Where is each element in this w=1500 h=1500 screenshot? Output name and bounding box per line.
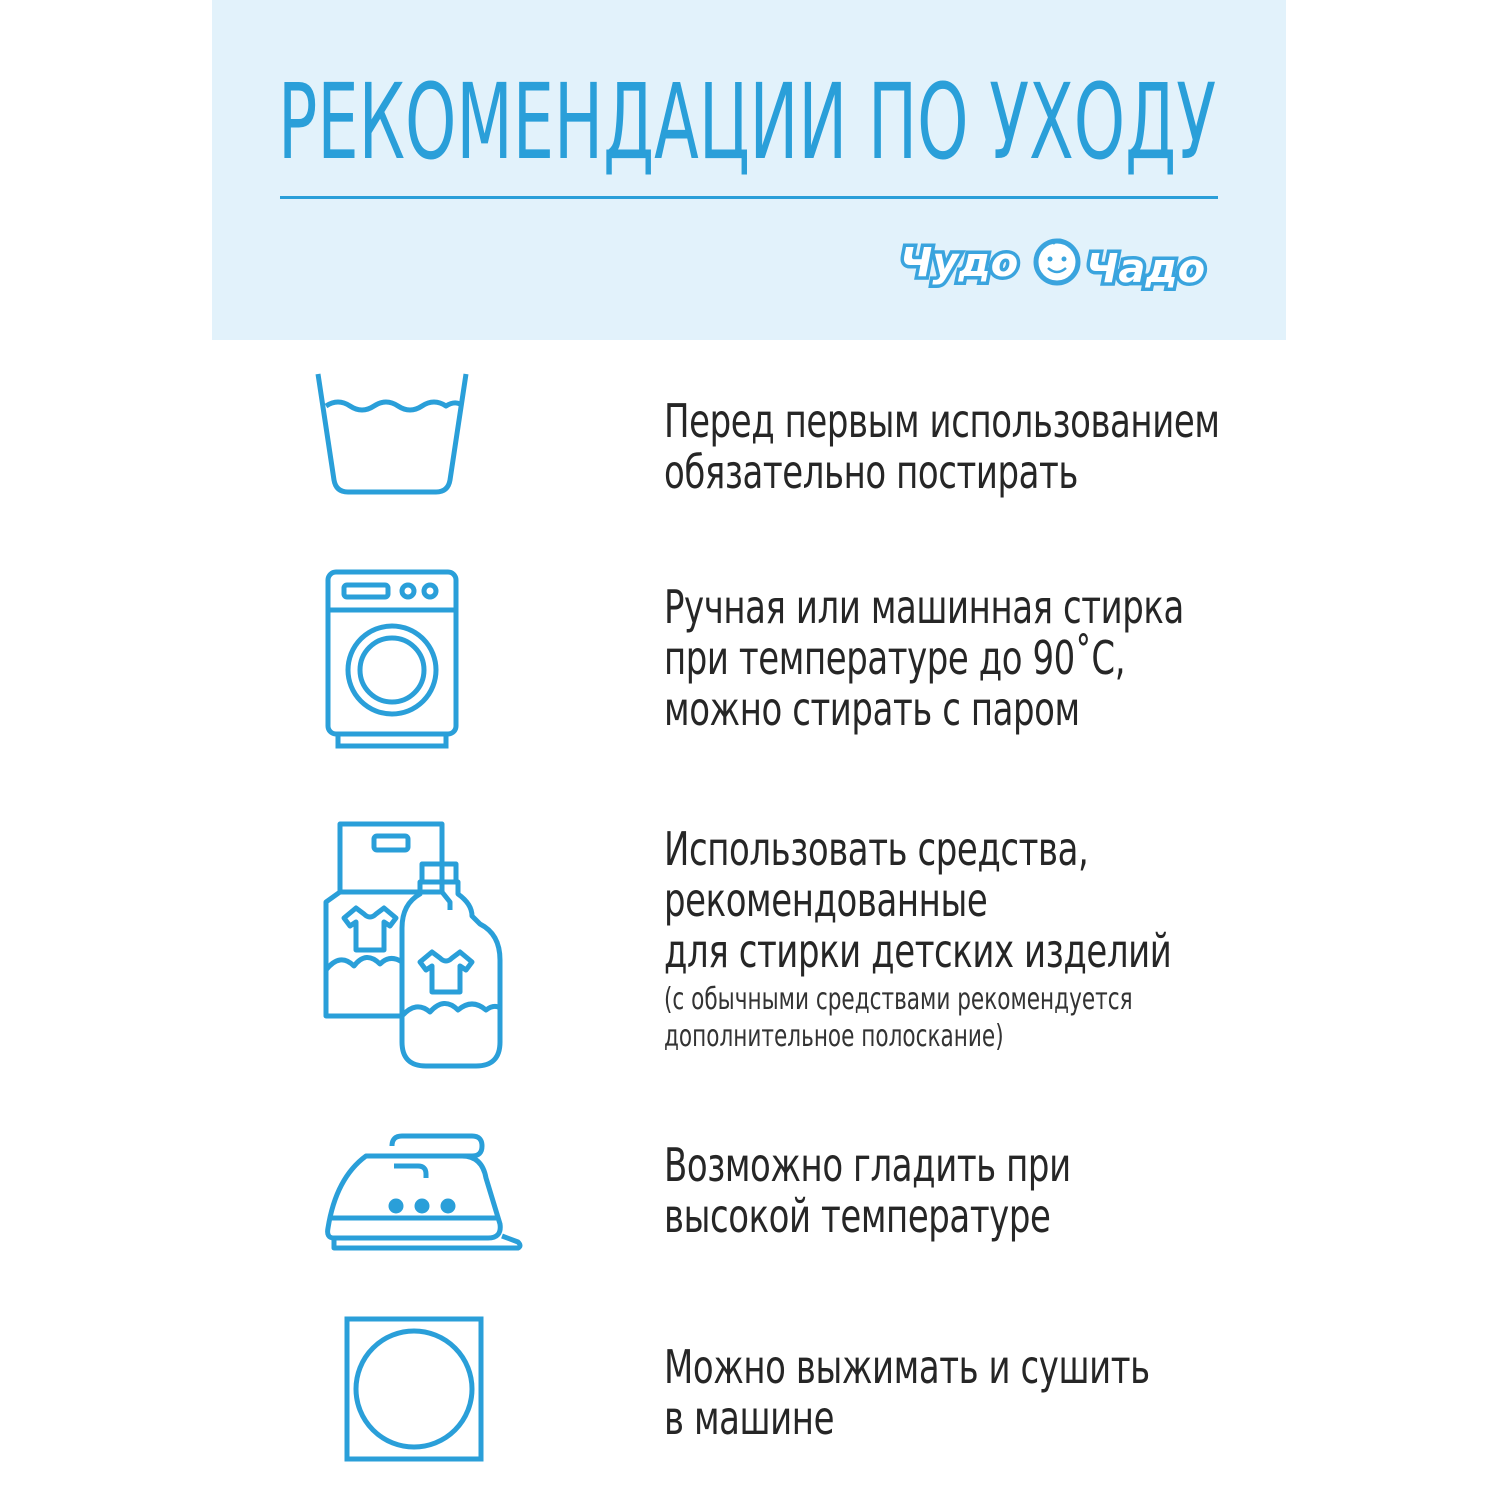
smiling-baby-face-icon [1036,240,1078,283]
brand-logo [892,220,1222,300]
page-title-text: РЕКОМЕНДАЦИИ ПО УХОДУ [278,61,1216,183]
item-4-line-2: высокой температуре [664,1189,1051,1243]
washing-machine-icon [324,568,460,755]
item-2-line-2: при температуре до 90˚С, [664,631,1126,685]
item-4-line-1: Возможно гладить при [664,1138,1071,1192]
item-5-text [664,1342,1256,1444]
item-3-line-2: рекомендованные [664,873,988,927]
item-3-line-3: для стирки детских изделий [664,924,1172,978]
item-3-note-1: (с обычными средствами рекомендуется [664,982,1133,1017]
item-1-text [664,396,1341,498]
wash-basin-icon [314,372,470,503]
item-3-note-2: дополнительное полоскание) [664,1019,1004,1054]
item-2-text [664,582,1298,735]
item-1-line-2: обязательно постирать [664,445,1078,499]
item-2-line-1: Ручная или машинная стирка [664,580,1184,634]
brand-word-1: Чудо [900,240,1019,286]
detergent-icon [322,820,508,1075]
item-3-line-1: Использовать средства, [664,822,1089,876]
item-1-line-1: Перед первым использованием [664,394,1220,448]
item-4-text [664,1140,1160,1242]
title-divider [280,196,1218,199]
page-title [278,61,1218,183]
brand-word-2: Чадо [1086,246,1206,292]
item-3-text [664,824,1283,1055]
tumble-dry-icon [344,1316,484,1469]
item-5-line-1: Можно выжимать и сушить [664,1340,1150,1394]
item-5-line-2: в машине [664,1391,835,1445]
iron-icon [322,1132,524,1257]
item-2-line-3: можно стирать с паром [664,682,1080,736]
